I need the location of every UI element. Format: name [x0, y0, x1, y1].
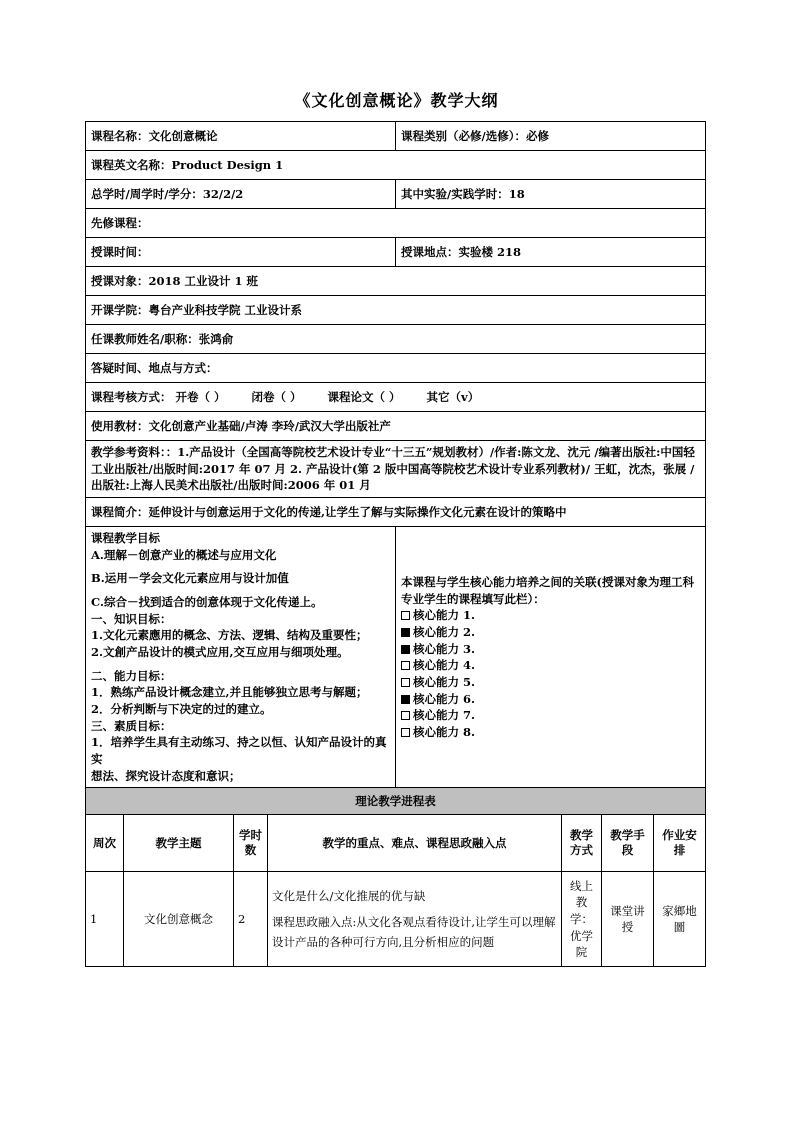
- label-course-category: 课程类别（必修/选修）：: [401, 128, 526, 143]
- competency-heading: 本课程与学生核心能力培养之间的关联(授课对象为理工科专业学生的课程填写此栏）：: [401, 574, 694, 606]
- checkbox-checked-icon[interactable]: [401, 645, 410, 654]
- column-header-means: 教学手段: [602, 815, 654, 872]
- value-credit-hours: 32/2/2: [202, 186, 244, 201]
- cell-exam-method: [86, 383, 706, 412]
- cell-office-hours: [86, 354, 706, 383]
- value-course-intro: 延伸设计与创意运用于文化的传递,让学生了解与实际操作文化元素在设计的策略中: [148, 504, 567, 519]
- column-header-week: 周次: [86, 815, 124, 872]
- competency-label-4: 核心能力 4.: [413, 658, 476, 673]
- page-title: 《文化创意概论》教学大纲: [294, 91, 499, 110]
- table-row: [86, 441, 706, 498]
- value-audience: 2018 工业设计 1 班: [148, 273, 259, 288]
- cell-week: 1: [86, 872, 124, 967]
- column-header-points: 教学的重点、难点、课程思政融入点: [268, 815, 562, 872]
- value-college: 粤台产业科技学院 工业设计系: [148, 302, 303, 317]
- label-course-name: 课程名称：: [91, 128, 149, 143]
- competency-label-3: 核心能力 3.: [413, 641, 476, 656]
- competency-item-7[interactable]: [401, 707, 700, 724]
- competency-label-1: 核心能力 1.: [413, 608, 476, 623]
- label-prerequisite: 先修课程：: [91, 215, 149, 230]
- label-lab-hours: 其中实验/实践学时：: [401, 186, 509, 201]
- checkbox-checked-icon[interactable]: [401, 695, 410, 704]
- cell-references: [86, 441, 706, 498]
- teaching-schedule-table: [85, 814, 706, 967]
- cell-course-category: [396, 122, 706, 151]
- table-row: [86, 354, 706, 383]
- cell-credit-hours: [86, 180, 396, 209]
- table-row: [86, 151, 706, 180]
- cell-course-english-name: [86, 151, 706, 180]
- table-row: [86, 296, 706, 325]
- teaching-point-ideology: 课程思政融入点:从文化各观点看待设计,让学生可以理解设计产品的各种可行方向,且分析相应的问题: [272, 915, 556, 949]
- objective-line-a: A.理解－创意产业的概述与应用文化: [91, 547, 277, 562]
- objectives-heading: 课程教学目标: [91, 531, 160, 546]
- objective-quality-heading: 三、素质目标：: [91, 718, 172, 733]
- objective-quality-1: 1．培养学生具有主动练习、持之以恒、认知产品设计的真实: [91, 735, 387, 767]
- table-row: [86, 412, 706, 441]
- value-textbook: 文化创意产业基础/卢涛 李玲/武汉大学出版社产: [148, 418, 391, 433]
- label-course-intro: 课程简介：: [91, 504, 149, 519]
- objective-line-c: C.综合－找到适合的创意体现于文化传递上。: [91, 595, 323, 610]
- objective-line-b: B.运用－学会文化元素应用与设计加值: [91, 571, 289, 586]
- cell-teacher: [86, 325, 706, 354]
- exam-option-closed-book[interactable]: 闭卷（ ）: [251, 389, 302, 404]
- table-row: [86, 527, 706, 788]
- cell-audience: [86, 267, 706, 296]
- cell-prerequisite: [86, 209, 706, 238]
- table-row: [86, 383, 706, 412]
- cell-teaching-means: 课堂讲授: [602, 872, 654, 967]
- label-exam-method: 课程考核方式：: [91, 389, 172, 404]
- competency-item-5[interactable]: [401, 674, 700, 691]
- cell-topic: 文化创意概念: [124, 872, 234, 967]
- cell-core-competency: [396, 527, 706, 788]
- column-header-hours: 学时数: [234, 815, 268, 872]
- objective-ability-2: 2．分析判断与下决定的过的建立。: [91, 702, 272, 717]
- label-class-time: 授课时间：: [91, 244, 149, 259]
- label-textbook: 使用教材：: [91, 418, 149, 433]
- cell-teaching-method: 线上教学：优学院: [562, 872, 602, 967]
- table-row: [86, 325, 706, 354]
- value-course-english-name: Product Design 1: [171, 157, 284, 172]
- cell-textbook: [86, 412, 706, 441]
- checkbox-checked-icon[interactable]: [401, 628, 410, 637]
- value-lab-hours: 18: [508, 186, 525, 201]
- cell-college: [86, 296, 706, 325]
- competency-item-6[interactable]: [401, 691, 700, 708]
- objective-knowledge-heading: 一、知识目标：: [91, 611, 172, 626]
- competency-item-8[interactable]: [401, 724, 700, 741]
- cell-hours: 2: [234, 872, 268, 967]
- cell-class-time: [86, 238, 396, 267]
- exam-option-open-book[interactable]: 开卷（ ）: [175, 389, 226, 404]
- schedule-header-row: [86, 815, 706, 872]
- value-course-category: 必修: [525, 128, 549, 143]
- cell-teaching-points: [268, 872, 562, 967]
- competency-label-2: 核心能力 2.: [413, 624, 476, 639]
- objective-knowledge-2: 2.文創产品设计的模式应用,交互应用与细项处理。: [91, 645, 349, 660]
- value-course-name: 文化创意概论: [148, 128, 218, 143]
- competency-label-6: 核心能力 6.: [413, 691, 476, 706]
- objective-knowledge-1: 1.文化元素應用的概念、方法、逻辑、结构及重要性；: [91, 628, 368, 643]
- cell-lab-hours: [396, 180, 706, 209]
- label-class-location: 授课地点：: [401, 244, 459, 259]
- cell-course-intro: [86, 498, 706, 527]
- teaching-point-primary: 文化是什么/文化推展的优与缺: [272, 888, 426, 903]
- cell-course-name: [86, 122, 396, 151]
- column-header-topic: 教学主题: [124, 815, 234, 872]
- label-audience: 授课对象：: [91, 273, 149, 288]
- checkbox-unchecked-icon[interactable]: [401, 711, 410, 720]
- objective-quality-1-cont: 想法、探究设计态度和意识；: [91, 768, 241, 783]
- exam-option-paper[interactable]: 课程论文（ ）: [327, 389, 401, 404]
- value-references: 1.产品设计（全国高等院校艺术设计专业“十三五”规划教材）/作者:陈文龙、沈元 /编著出版社:中国轻工业出版社/出版时间:2017 年 07 月 2. 产品设计(第 2 版中国高等院校艺术设计专业系列教材)/ 王虹，沈杰，张展 /出版社:上海人民美术出版社/出版时间:2006 年 01 月: [91, 445, 695, 493]
- table-row: [86, 498, 706, 527]
- competency-item-1[interactable]: [401, 607, 700, 624]
- table-row: [86, 122, 706, 151]
- label-credit-hours: 总学时/周学时/学分：: [91, 186, 203, 201]
- label-office-hours: 答疑时间、地点与方式：: [91, 360, 218, 375]
- course-info-table: [85, 121, 706, 815]
- table-row: [86, 209, 706, 238]
- competency-label-8: 核心能力 8.: [413, 724, 476, 739]
- table-row: [86, 788, 706, 815]
- label-college: 开课学院：: [91, 302, 149, 317]
- label-references: 教学参考资料：：: [91, 445, 178, 459]
- cell-teaching-objectives: [86, 527, 396, 788]
- column-header-method: 教学方式: [562, 815, 602, 872]
- competency-label-7: 核心能力 7.: [413, 708, 476, 723]
- table-row: [86, 180, 706, 209]
- table-row: [86, 872, 706, 967]
- checkbox-unchecked-icon[interactable]: [401, 678, 410, 687]
- label-teacher: 任课教师姓名/职称：: [91, 331, 199, 346]
- competency-item-2[interactable]: [401, 624, 700, 641]
- column-header-homework: 作业安排: [654, 815, 706, 872]
- exam-option-other[interactable]: 其它（v）: [426, 389, 480, 404]
- cell-class-location: [396, 238, 706, 267]
- table-row: [86, 267, 706, 296]
- checkbox-unchecked-icon[interactable]: [401, 611, 410, 620]
- checkbox-unchecked-icon[interactable]: [401, 728, 410, 737]
- competency-item-4[interactable]: [401, 657, 700, 674]
- table-row: [86, 238, 706, 267]
- objective-ability-heading: 二、能力目标：: [91, 668, 172, 683]
- objective-ability-1: 1．熟练产品设计概念建立,并且能够独立思考与解题；: [91, 685, 368, 700]
- label-course-english-name: 课程英文名称：: [91, 157, 172, 172]
- value-class-location: 实验楼 218: [458, 244, 522, 259]
- schedule-section-title: 理论教学进程表: [86, 788, 706, 815]
- competency-item-3[interactable]: [401, 641, 700, 658]
- competency-label-5: 核心能力 5.: [413, 674, 476, 689]
- checkbox-unchecked-icon[interactable]: [401, 661, 410, 670]
- value-teacher: 张鸿俞: [198, 331, 234, 346]
- cell-homework: 家鄉地圖: [654, 872, 706, 967]
